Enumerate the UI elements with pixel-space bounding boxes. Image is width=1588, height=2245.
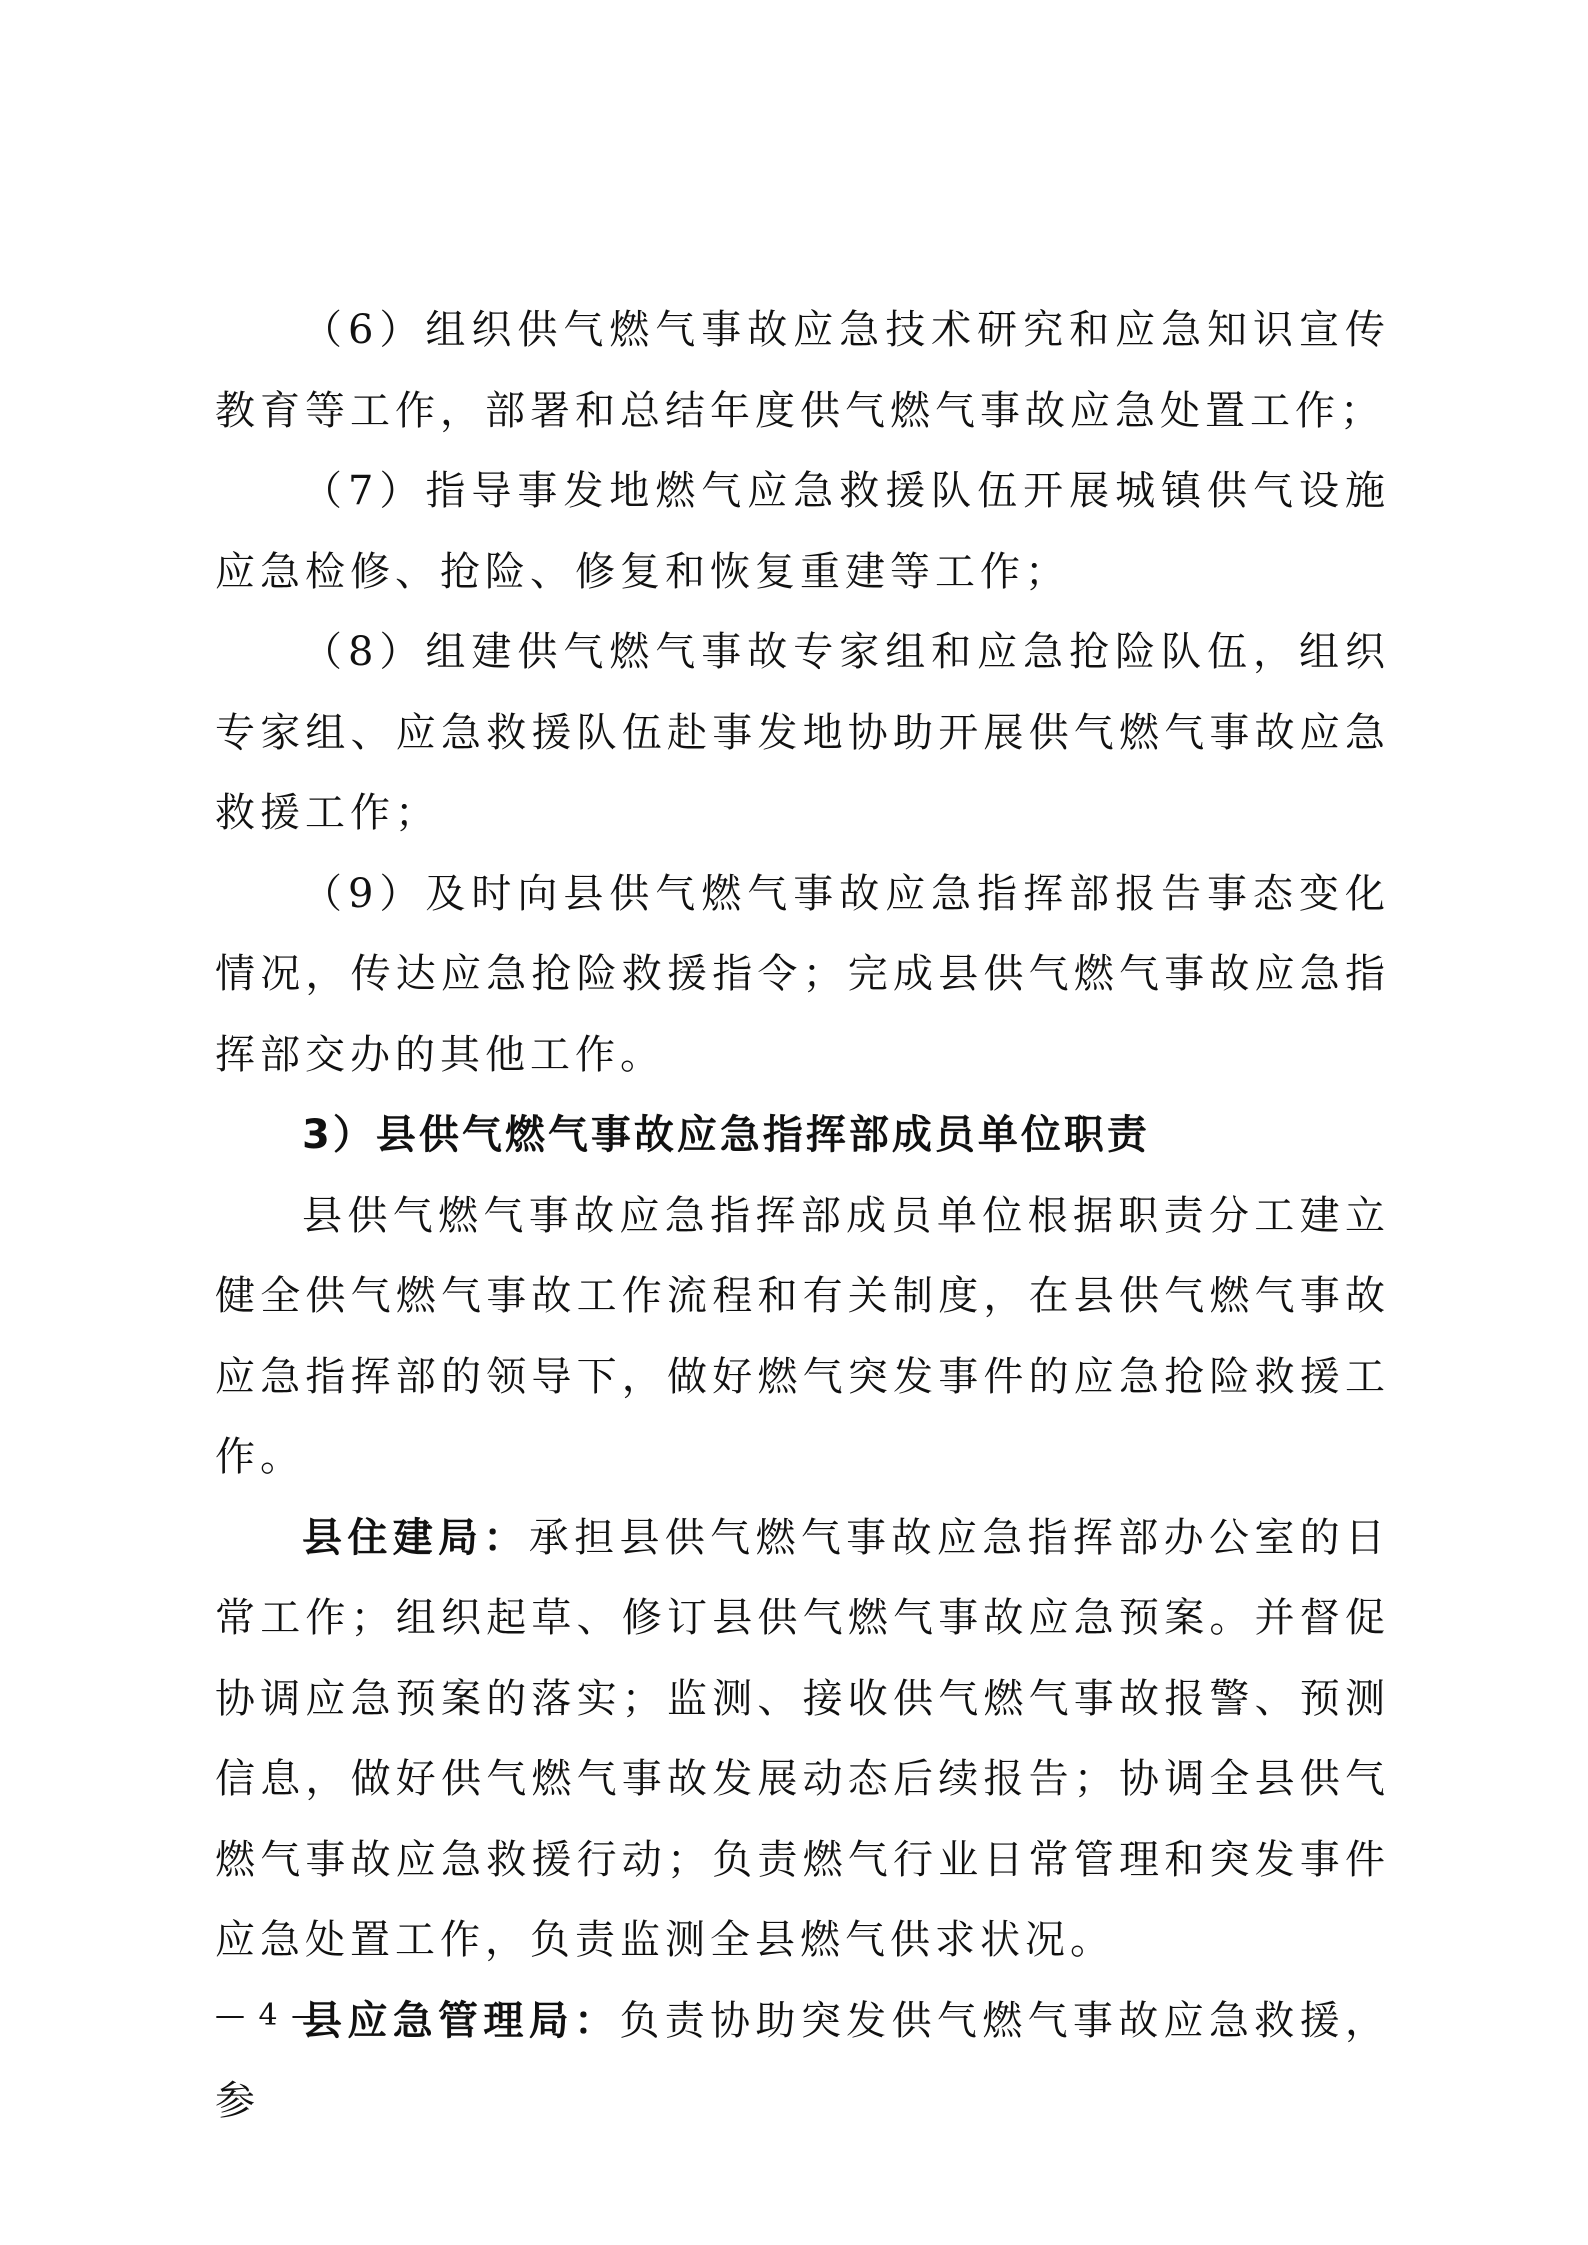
page-number: — 4 — bbox=[215, 1998, 324, 2033]
section-heading: 3）县供气燃气事故应急指挥部成员单位职责 bbox=[302, 1112, 1150, 1158]
paragraph-item-9: （9）及时向县供气燃气事故应急指挥部报告事态变化情况，传达应急抢险救援指令；完成县供气燃气事故应急指挥部交办的其他工作。 bbox=[215, 870, 1390, 1078]
unit-text-housing-bureau: 承担县供气燃气事故应急指挥部办公室的日常工作；组织起草、修订县供气燃气事故应急预案。并督促协调应急预案的落实；监测、接收供气燃气事故报警、预测信息，做好供气燃气事故发展动态后续报告；协调全县供气燃气事故应急救援行动；负责燃气行业日常管理和突发事件应急处置工作，负责监测全县燃气供求状况。 bbox=[215, 1514, 1391, 1963]
unit-lead-emergency-bureau: 县应急管理局： bbox=[302, 1997, 620, 2044]
paragraph-item-6: （6）组织供气燃气事故应急技术研究和应急知识宣传教育等工作，部署和总结年度供气燃气事故应急处置工作； bbox=[215, 307, 1390, 434]
unit-paragraph-emergency-bureau bbox=[215, 1981, 1390, 2142]
paragraph-item-7: （7）指导事发地燃气应急救援队伍开展城镇供气设施应急检修、抢险、修复和恢复重建等工作； bbox=[215, 468, 1390, 595]
body-text bbox=[215, 290, 1390, 2142]
unit-paragraph-housing-bureau bbox=[215, 1498, 1390, 1981]
unit-text-emergency-bureau: 负责协助突发供气燃气事故应急救援，参 bbox=[215, 1997, 1391, 2124]
intro-paragraph: 县供气燃气事故应急指挥部成员单位根据职责分工建立健全供气燃气事故工作流程和有关制度，在县供气燃气事故应急指挥部的领导下，做好燃气突发事件的应急抢险救援工作。 bbox=[215, 1192, 1390, 1480]
paragraph-item-8: （8）组建供气燃气事故专家组和应急抢险队伍，组织专家组、应急救援队伍赴事发地协助开展供气燃气事故应急救援工作； bbox=[215, 629, 1390, 836]
unit-lead-housing-bureau: 县住建局： bbox=[302, 1514, 529, 1561]
